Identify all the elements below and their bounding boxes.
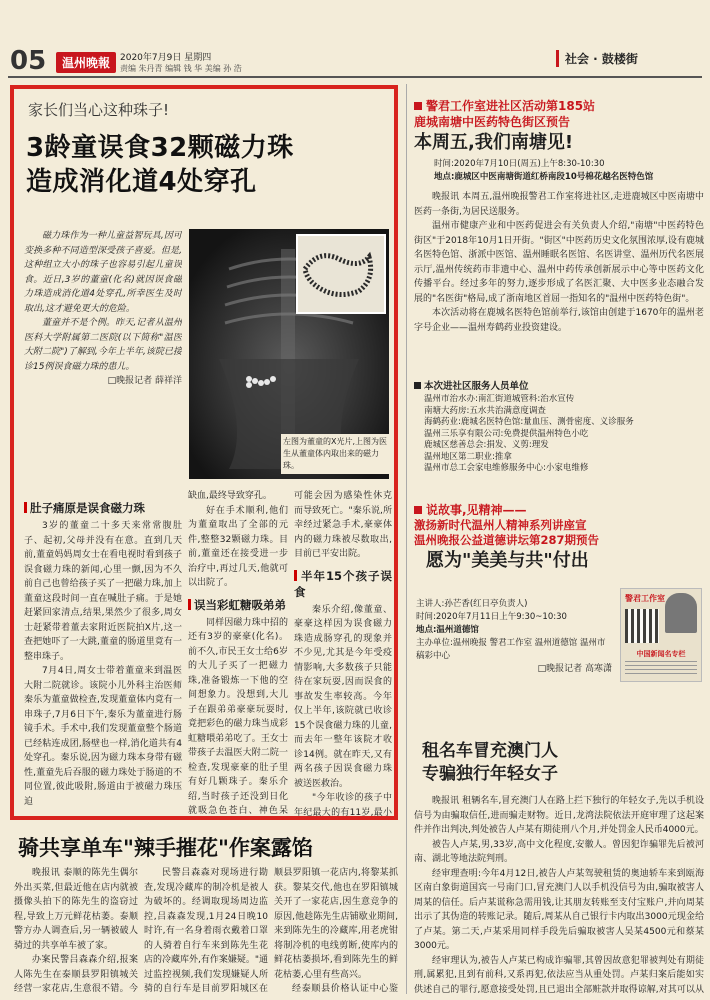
fraud-body-p3: 经审理查明:今年4月12日,被告人卢某驾驶租赁的奥迪轿车来到瓯海区南白象街道国宾一号南门口,冒充澳门人以手机没信号为由,骗取被害人周某的信任。后卢某谎称急需用钱,让其朋友转账至支付宝账户,并向周某出示了其伪造的转账记录。随后,周某从自己银行卡内取出3000元现金给了卢某。第二天,卢某采用同样手段先后骗取被害人吴某4500元和蔡某3000元。 (414, 868, 704, 951)
feature-col-b-p2: 好在手术顺利,他们为董童取出了全部的元件,整整32颗磁力珠。目前,董童还在接受进一步治疗中,再过几天,他就可以出院了。 (188, 505, 288, 588)
subhead-stomach-ache (24, 500, 182, 516)
feature-col-a-p1: 3岁的董童二十多天来常常腹肚子、起初,父母并没有在意。直到几天前,董童妈妈周女士在看电视时看到孩子误食磁力珠的新闻,心里一颤,因为不久前自己也曾给孩子买了一把磁力珠,加上董童这段时间一直在喊肚子痛。于是她赶紧回家清点,结果,果然少了很多,周女士赶紧带着董去家附近医院拍X片,这一查把她吓了一大跳,董童的肠道里竟有一整串珠子。 (24, 521, 182, 662)
qr-badge (620, 588, 702, 682)
reporter-avatar (665, 593, 697, 633)
service-list-marker (414, 382, 421, 389)
lecture-byline: □晚报记者 高寒潇 (537, 664, 612, 674)
community-notice (414, 84, 704, 414)
lecture-kicker (414, 502, 704, 518)
service-list (414, 394, 704, 475)
fraud-article (414, 740, 704, 995)
feature-lead-p1: 磁力珠作为一种儿童益智玩具,因可变换多种不同造型深受孩子喜爱。但是,这种组立大小的珠子也容易引起儿童误食。近日,3岁的董童(化名)就因误食磁力珠造成消化道4处穿孔,所幸医生及时取出,这才避免更大的危险。 (24, 231, 182, 314)
feature-col-c (294, 489, 392, 816)
service-list-item: 温州市总工会家电维修服务中心:小家电维修 (424, 463, 589, 473)
feature-lead-p2: 董童并不是个例。昨天,记者从温州医科大学附属第二医院(以下简称"温医大附二院")了解到,今年上半年,该院已接诊15例误食磁力珠的患儿。 (24, 318, 182, 372)
fraud-body (414, 794, 704, 994)
community-body (414, 190, 704, 400)
lecture-kicker-text: 说故事,见精神—— (426, 503, 527, 517)
lecture-notice (414, 488, 704, 722)
xray-caption: 左图为董童的X光片,上图为医生从董童体内取出来的磁力珠。 (281, 434, 391, 474)
service-list-item: 温州三乐享有限公司:免费提供温州特色小吃 (424, 428, 589, 439)
lecture-host: 主办单位:温州晚报 警君工作室 温州道德馆 温州市稿彩中心 (416, 638, 606, 661)
community-kicker-marker (414, 102, 422, 110)
subhead-fifteen-kids-text: 半年15个孩子误食 (294, 568, 392, 599)
feature-col-c-p3: "今年收诊的孩子中年纪最大的有11岁,最小 (294, 793, 392, 816)
feature-kicker: 家长们当心这种珠子! (28, 101, 170, 119)
community-place: 地点:鹿城区中医南塘街道红桥南段10号棉花越名医特色馆 (434, 172, 654, 182)
feature-headline-2: 造成消化道4处穿孔 (26, 167, 257, 197)
qr-caption: 中国新闻名专栏 (636, 650, 686, 658)
community-kicker-text: 警君工作室进社区活动第185站 (426, 99, 596, 113)
bike-headline: 骑共享单车"辣手摧花"作案露馅 (18, 836, 313, 860)
feature-col-a (24, 494, 182, 816)
bike-col-3-p2: 经泰顺县价格认证中心鉴 (292, 984, 398, 994)
feature-article (10, 85, 398, 820)
xray-image (189, 229, 389, 479)
feature-headline-1: 3龄童误食32颗磁力珠 (26, 133, 294, 163)
feature-lead-byline: □晚报记者 薛祥洋 (107, 376, 182, 386)
qr-title: 警君工作室 (625, 594, 665, 603)
community-body-p3: 本次活动将在鹿城名医特色馆前举行,该馆由创建于1670年的温州老字号企业——温州寿鹤药业投资建设。 (414, 308, 704, 333)
subhead-marker (294, 570, 297, 581)
lecture-kicker-marker (414, 506, 422, 514)
page-number: 05 (10, 46, 47, 76)
subhead-stomach-ache-text: 肚子痛原是误食磁力珠 (30, 501, 145, 515)
service-list-item: 南塘大药房:五水共治满意度调查 (424, 405, 546, 416)
subhead-rainbow-candy-text: 误当彩虹糖吸弟弟 (194, 597, 286, 612)
lecture-time: 时间:2020年7月11日上午9:30~10:30 (416, 612, 567, 622)
section-label (556, 50, 638, 67)
bike-col-3-p1: 顺县罗阳镇一花店内,将黎某抓获。黎某交代,他也在罗阳镇城关开了一家花店,因生意竞争的原因,他趁陈先生店铺歇业期间,来到陈先生的冷藏库,用老虎钳将制冷机的电线剪断,使库内的鲜花枯萎损坏,看到陈先生的鲜花枯萎,心里有些高兴。 (274, 868, 398, 980)
bike-article (14, 830, 400, 995)
fraud-body-p2: 被告人卢某,男,33岁,高中文化程度,安徽人。曾因犯诈骗罪先后被河南、湖北等地法院判刑。 (414, 839, 704, 864)
fraud-headline-1: 租名车冒充澳门人 (422, 741, 558, 761)
service-list-item: 温州地区第二职业:推拿 (424, 451, 512, 462)
service-list-item: 鹿城区慈善总会:捐发、义剪:理发 (424, 440, 549, 450)
subhead-fifteen-kids (294, 568, 392, 600)
bike-col-1-p1: 晚报讯 泰顺的陈先生偶尔外出买菜,但最近他在店内就被摄像头拍下的陈先生的盗窃过程,导致上万元鲜花枯萎。泰顺警方办人调查后,另一辆被破人骑过的共享单车被了家。 (14, 868, 138, 951)
community-body-p1: 晚报讯 本周五,温州晚报警君工作室将进社区,走进鹿城区中医南塘中医药一条街,为居民送服务。 (414, 192, 704, 217)
subhead-marker (188, 599, 191, 610)
community-headline: 本周五,我们南塘见! (414, 132, 574, 153)
fraud-body-p4: 经审理认为,被告人卢某已构成诈骗罪,其曾因故意犯罪被判处有期徒刑,属累犯,且到有前科,又系再犯,依法应当从重处罚。卢某归案后能如实供述自己的罪行,愿意接受处罚,且已退出全部赃款并取得谅解,对其可以从 (414, 955, 704, 994)
lecture-kicker-3: 温州晚报公益道德讲坛第287期预告 (414, 533, 600, 547)
service-list-item: 温州市治水办:南汇街道城管科:治水宣传 (424, 394, 575, 404)
community-time: 时间:2020年7月10日(周五)上午8:30-10:30 (434, 159, 605, 169)
bike-col-2 (144, 866, 268, 994)
bike-col-2-p1: 民警吕森森对现场进行勘查,发现冷藏库的制冷机是被人为破坏的。经调取现场周边监控,吕森森发现,1月24日晚10时许,有一名身着雨衣戴着口罩的人骑着自行车来到陈先生花店的冷藏库外,有作案嫌疑。"通过监控视频,我们发现嫌疑人所骑的自行车是目前罗阳城区在 (144, 868, 268, 994)
feature-col-b-p3: 同样因磁力珠中招的还有3岁的豪豪(化名)。前不久,市民王女士给6岁的大儿子买了一把磁力珠,准备锻炼一下他的空间想象力。没想到,大儿子在跟弟弟豪豪玩耍时,竟把彩色的磁力珠当成彩虹糖喂弟弟吃了。王女士带孩子去温医大附二院一检查,发现豪豪的肚子里有好几颗珠子。秦乐介绍,当时孩子还没到日化就吸急色苍白、神色呆 (188, 617, 288, 816)
service-list-box (414, 380, 704, 482)
masthead-rule (8, 76, 702, 78)
lecture-speaker: 主讲人:孙芒香(红日亭负责人) (416, 599, 528, 609)
service-list-title-text: 本次进社区服务人员单位 (424, 381, 529, 392)
lecture-details (416, 598, 612, 676)
lecture-headline: 愿为"美美与共"付出 (426, 550, 589, 571)
bike-col-1-p2: 办案民警吕森森介绍,报案人陈先生在泰顺县罗阳镇城关经营一家花店,生意很不错。今 (14, 955, 138, 994)
community-kicker-2: 鹿城南塘中医药特色街区预告 (414, 115, 571, 129)
lecture-kicker-2: 激扬新时代温州人精神系列讲座宣 (414, 518, 587, 532)
bike-col-1 (14, 866, 138, 994)
community-body-p2: 温州市健康产业和中医药促进会有关负责人介绍,"南塘"中医药特色街区"于2018年10月1日开街。"街区"中医药历史文化氛围浓厚,设有鹿城名医特色馆、浙派中医馆、温州睡眠名医馆、名医讲堂、温州历代名医展示厅,温州传统药市非遗中心、温州中药传承创新展示中心等中医药文化传播平台。经过多年的努力,逐步形成了名医汇聚、大中医多业态融合发展的"名医街"格局,成了浙南地区首屈一指知名的"温州中医药特色街"。 (414, 221, 704, 304)
issue-date: 2020年7月9日 星期四 (120, 53, 212, 63)
section-label-text: 社会 · 鼓楼街 (565, 52, 638, 66)
qr-fineprint (625, 661, 697, 677)
fraud-headline-2: 专骗独行年轻女子 (422, 764, 558, 784)
feature-col-b-p1: 缺血,最终导致穿孔。 (188, 491, 272, 501)
feature-col-c-p2: 秦乐介绍,像董童、豪豪这样因为误食磁力珠造成肠穿孔的现象并不少见,尤其是今年受疫情影响,大多数孩子只能待在家玩耍,因而误食的事故发生率较高。今年仅上半年,该院就已收诊15个误食磁力珠的儿童,而去年一整年该院才收诊14例。就在昨天,又有两名孩子因误食磁力珠被送医救治。 (294, 604, 392, 789)
subhead-rainbow-candy (188, 597, 288, 613)
feature-col-b (188, 489, 288, 816)
feature-lead (24, 229, 182, 491)
community-kicker (414, 98, 704, 114)
column-divider (406, 84, 407, 994)
bike-col-3 (274, 866, 398, 994)
qr-code (625, 609, 659, 643)
service-list-item: 海鹤药业:鹿城名医特色馆:量血压、测骨密度、义诊服务 (424, 417, 634, 427)
service-list-title (414, 380, 704, 394)
lecture-place: 地点:温州道德馆 (416, 625, 479, 635)
subhead-marker (24, 502, 27, 513)
editors: 责编 朱丹青 编辑 钱 华 美编 孙 浩 (120, 64, 242, 73)
masthead (8, 36, 702, 78)
paper-logo: 温州晚報 (56, 52, 116, 73)
feature-col-a-p2: 7月4日,周女士带着董童来到温医大附二院就诊。该院小儿外科主治医师秦乐为董童做检查,发现董童体内竟有一串珠子,7月6日下午,秦乐为董童进行肠镜手术。手术中,我们发现董童整个肠道已经粘连成团,肠壁也一样,消化道共有4处穿孔。秦乐说,因为磁力珠本身带有磁性,董童先后吞服的磁力珠处于肠道的不同位置,彼此吸附,肠道由于被磁力珠压迫 (24, 666, 182, 807)
fraud-body-p1: 晚报讯 租辆名车,冒充澳门人在路上拦下独行的年轻女子,先以手机设信号为由骗取信任,进而骗走财物。近日,龙湾法院依法开庭审理了这起案件并作出判决,判处被告人卢某有期徒刑八个月,并处罚金人民币4000元。 (414, 796, 704, 835)
feature-col-c-p1: 可能会因为感染性休克而导致死亡。"秦乐说,所幸经过紧急手术,豪豪体内的磁力珠被尽数取出,目前已平安出院。 (294, 491, 392, 559)
